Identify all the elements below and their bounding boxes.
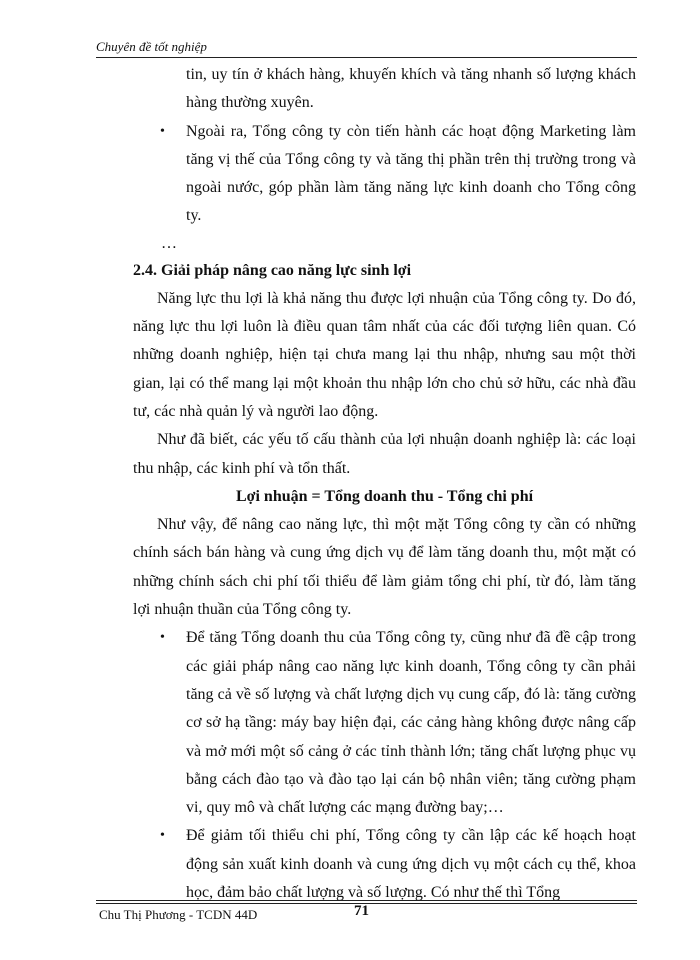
bullet-marketing-text: Ngoài ra, Tổng công ty còn tiến hành các hoạt động Marketing làm tăng vị thế của Tổng công ty và tăng thị phần trên thị trường trong và ngoài nước, góp phần làm tăng năng lực kinh doanh cho Tổng công ty. xyxy=(186,122,636,225)
profit-formula: Lợi nhuận = Tổng doanh thu - Tổng chi phí xyxy=(235,487,534,505)
footer-author: Chu Thị Phương - TCDN 44D xyxy=(99,907,258,922)
bullet-dot-icon: • xyxy=(160,828,165,844)
bullet-marketing xyxy=(133,118,636,231)
bullet-dot-icon: • xyxy=(160,630,165,646)
page-number: 71 xyxy=(354,903,369,919)
bullet-increase-revenue-text: Để tăng Tổng doanh thu của Tổng công ty, cũng như đã đề cập trong các giải pháp nâng cao năng lực kinh doanh, Tổng công ty cần phải tăng cả về số lượng và chất lượng dịch vụ cung cấp, đó là: tăng cường cơ sở hạ tầng: máy bay hiện đại, các cảng hàng không được nâng cấp và mở mới một số cảng ở các tỉnh thành lớn; tăng chất lượng phục vụ bằng cách đào tạo và đào tạo lại cán bộ nhân viên; tăng cường phạm vi, quy mô và chất lượng các mạng đường bay;… xyxy=(186,629,636,817)
header-rule xyxy=(96,57,637,58)
ellipsis: … xyxy=(161,234,177,252)
bullet-increase-revenue xyxy=(133,624,636,822)
bullet-reduce-costs xyxy=(133,822,636,907)
continued-bullet-text: tin, uy tín ở khách hàng, khuyến khích và tăng nhanh số lượng khách hàng thường xuyên. xyxy=(186,66,636,112)
footer-rule xyxy=(96,900,637,901)
header-title: Chuyên đề tốt nghiệp xyxy=(96,39,207,54)
bullet-dot-icon: • xyxy=(160,123,165,139)
paragraph-policies: Như vậy, để nâng cao năng lực, thì một mặt Tổng công ty cần có những chính sách bán hàng và cung ứng dịch vụ để làm tăng doanh thu, một mặt có những chính sách chi phí tối thiểu để làm giảm tổng chi phí, từ đó, làm tăng lợi nhuận thuần của Tổng công ty. xyxy=(133,516,636,619)
paragraph-profitability: Năng lực thu lợi là khả năng thu được lợi nhuận của Tổng công ty. Do đó, năng lực thu lợi luôn là điều quan tâm nhất của các đối tượng liên quan. Có những doanh nghiệp, hiện tại chưa mang lại thu nhập, nhưng sau một thời gian, lại có thể mang lại một khoản thu nhập lớn cho chủ sở hữu, các nhà đầu tư, các nhà quản lý và người lao động. xyxy=(133,289,636,420)
bullet-reduce-costs-text: Để giảm tối thiểu chi phí, Tổng công ty cần lập các kế hoạch hoạt động sản xuất kinh doanh và cung ứng dịch vụ một cách cụ thể, khoa học, đảm bảo chất lượng và số lượng. Có như thế thì Tổng xyxy=(186,827,636,902)
section-heading: 2.4. Giải pháp nâng cao năng lực sinh lợi xyxy=(133,261,412,279)
paragraph-profit-components: Như đã biết, các yếu tố cấu thành của lợi nhuận doanh nghiệp là: các loại thu nhập, các kinh phí và tổn thất. xyxy=(133,431,636,477)
page-body xyxy=(133,61,636,907)
page-header xyxy=(96,39,636,55)
